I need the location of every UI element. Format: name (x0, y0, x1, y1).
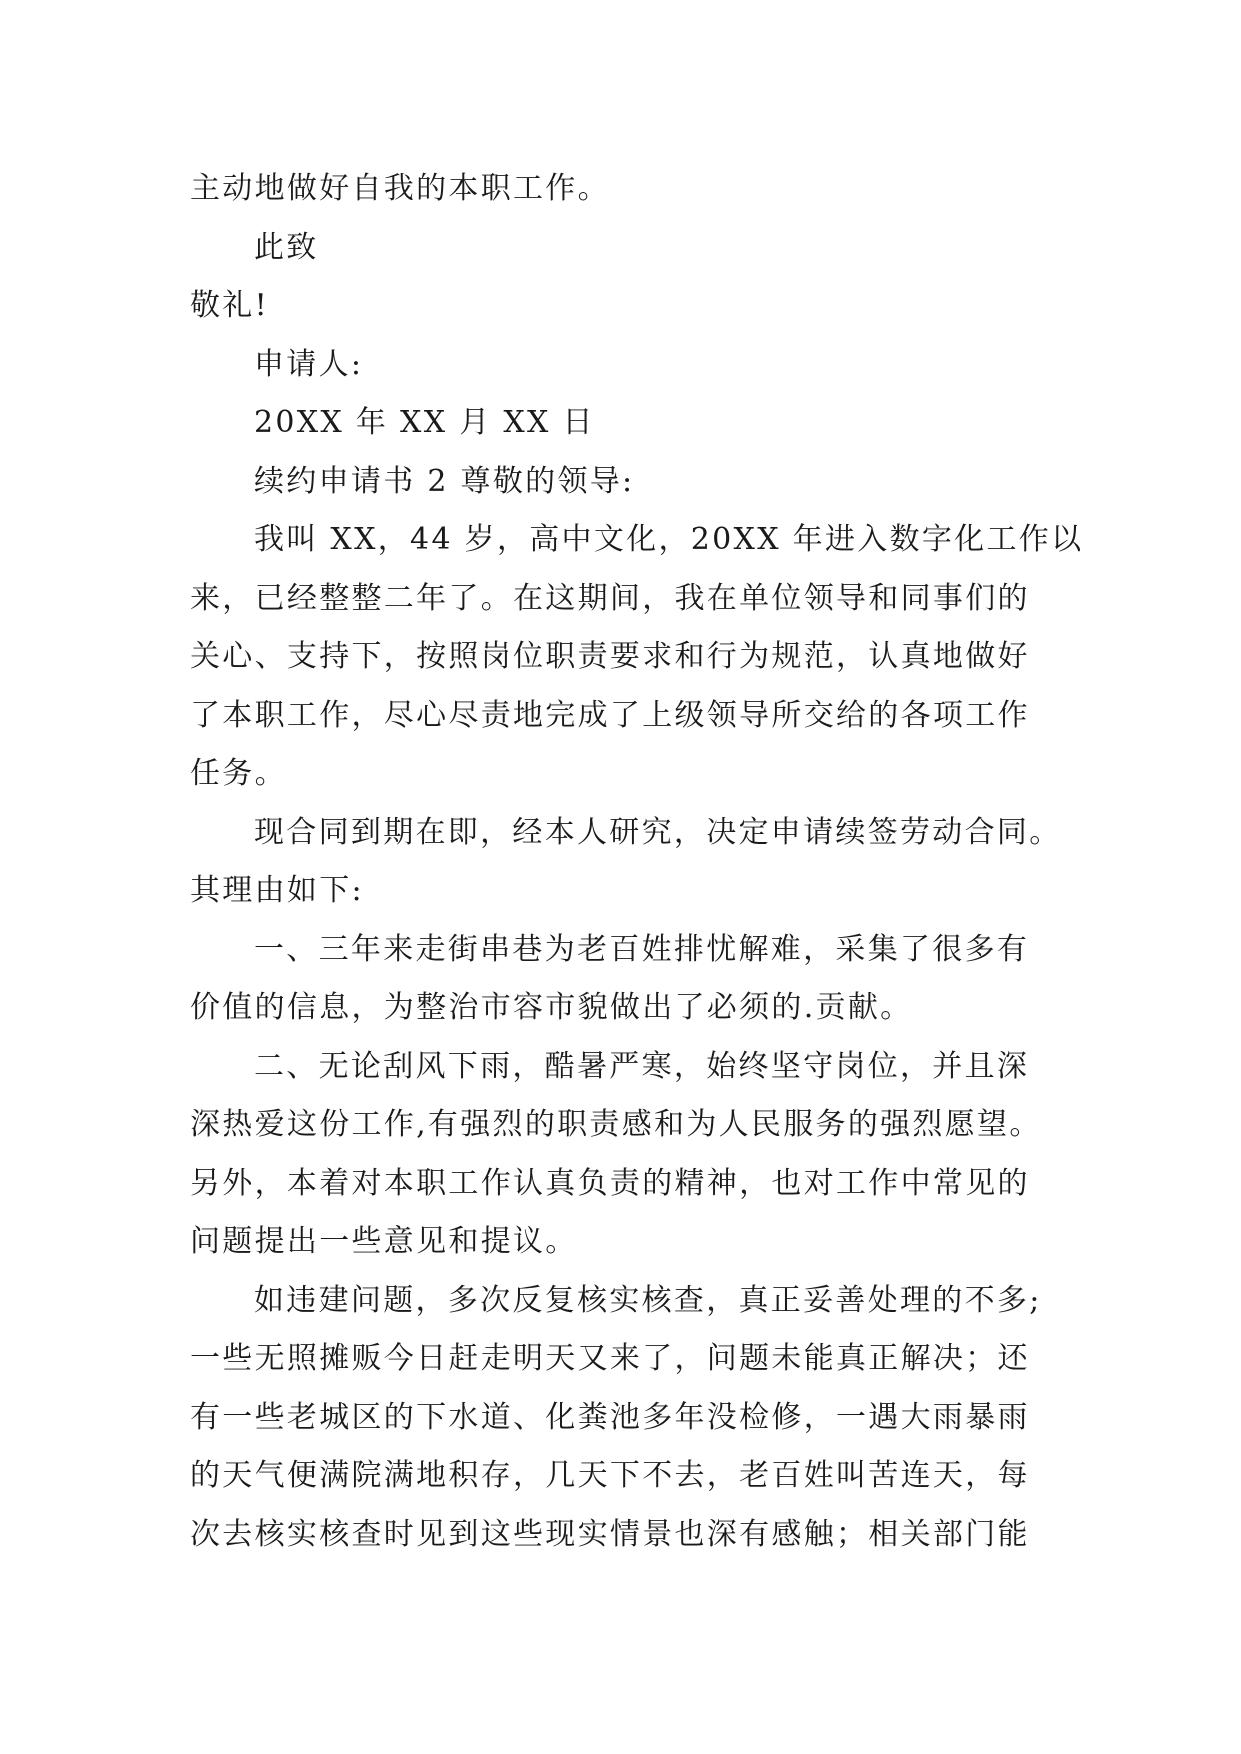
text-line: 任务。 (190, 756, 287, 791)
document-body (190, 160, 1084, 1564)
text-line: 次去核实核查时见到这些现实情景也深有感触；相关部门能 (190, 1516, 1030, 1552)
text-line: 了本职工作，尽心尽责地完成了上级领导所交给的各项工作 (190, 697, 1030, 733)
text-line: 如违建问题，多次反复核实核查，真正妥善处理的不多; (254, 1282, 1042, 1318)
text-line: 另外，本着对本职工作认真负责的精神，也对工作中常见的 (190, 1165, 1030, 1201)
text-line: 我叫 XX，44 岁，高中文化，20XX 年进入数字化工作以 (254, 522, 1084, 557)
text-line: 有一些老城区的下水道、化粪池多年没检修，一遇大雨暴雨 (190, 1399, 1030, 1435)
text-line: 一些无照摊贩今日赶走明天又来了，问题未能真正解决；还 (190, 1341, 1030, 1376)
text-line: 问题提出一些意见和提议。 (190, 1224, 578, 1259)
text-line: 续约申请书 2 尊敬的领导: (254, 463, 635, 499)
text-line: 敬礼! (190, 288, 269, 323)
text-line: 关心、支持下，按照岗位职责要求和行为规范，认真地做好 (190, 639, 1030, 674)
text-line: 现合同到期在即，经本人研究，决定申请续签劳动合同。 (254, 814, 1062, 850)
text-line: 此致 (254, 229, 319, 265)
text-line: 申请人: (254, 346, 364, 382)
text-line: 一、三年来走街串巷为老百姓排忧解难，采集了很多有 (254, 931, 1030, 967)
text-line: 20XX 年 XX 月 XX 日 (254, 405, 595, 440)
text-line: 深热爱这份工作,有强烈的职责感和为人民服务的强烈愿望。 (190, 1107, 1042, 1142)
text-line: 其理由如下: (190, 873, 364, 908)
text-line: 二、无论刮风下雨，酷暑严寒，始终坚守岗位，并且深 (254, 1048, 1030, 1084)
text-line: 来，已经整整二年了。在这期间，我在单位领导和同事们的 (190, 580, 1030, 616)
text-line: 主动地做好自我的本职工作。 (190, 171, 610, 206)
text-line: 价值的信息，为整治市容市貌做出了必须的.贡献。 (190, 990, 913, 1025)
text-line: 的天气便满院满地积存，几天下不去，老百姓叫苦连天，每 (190, 1458, 1030, 1493)
